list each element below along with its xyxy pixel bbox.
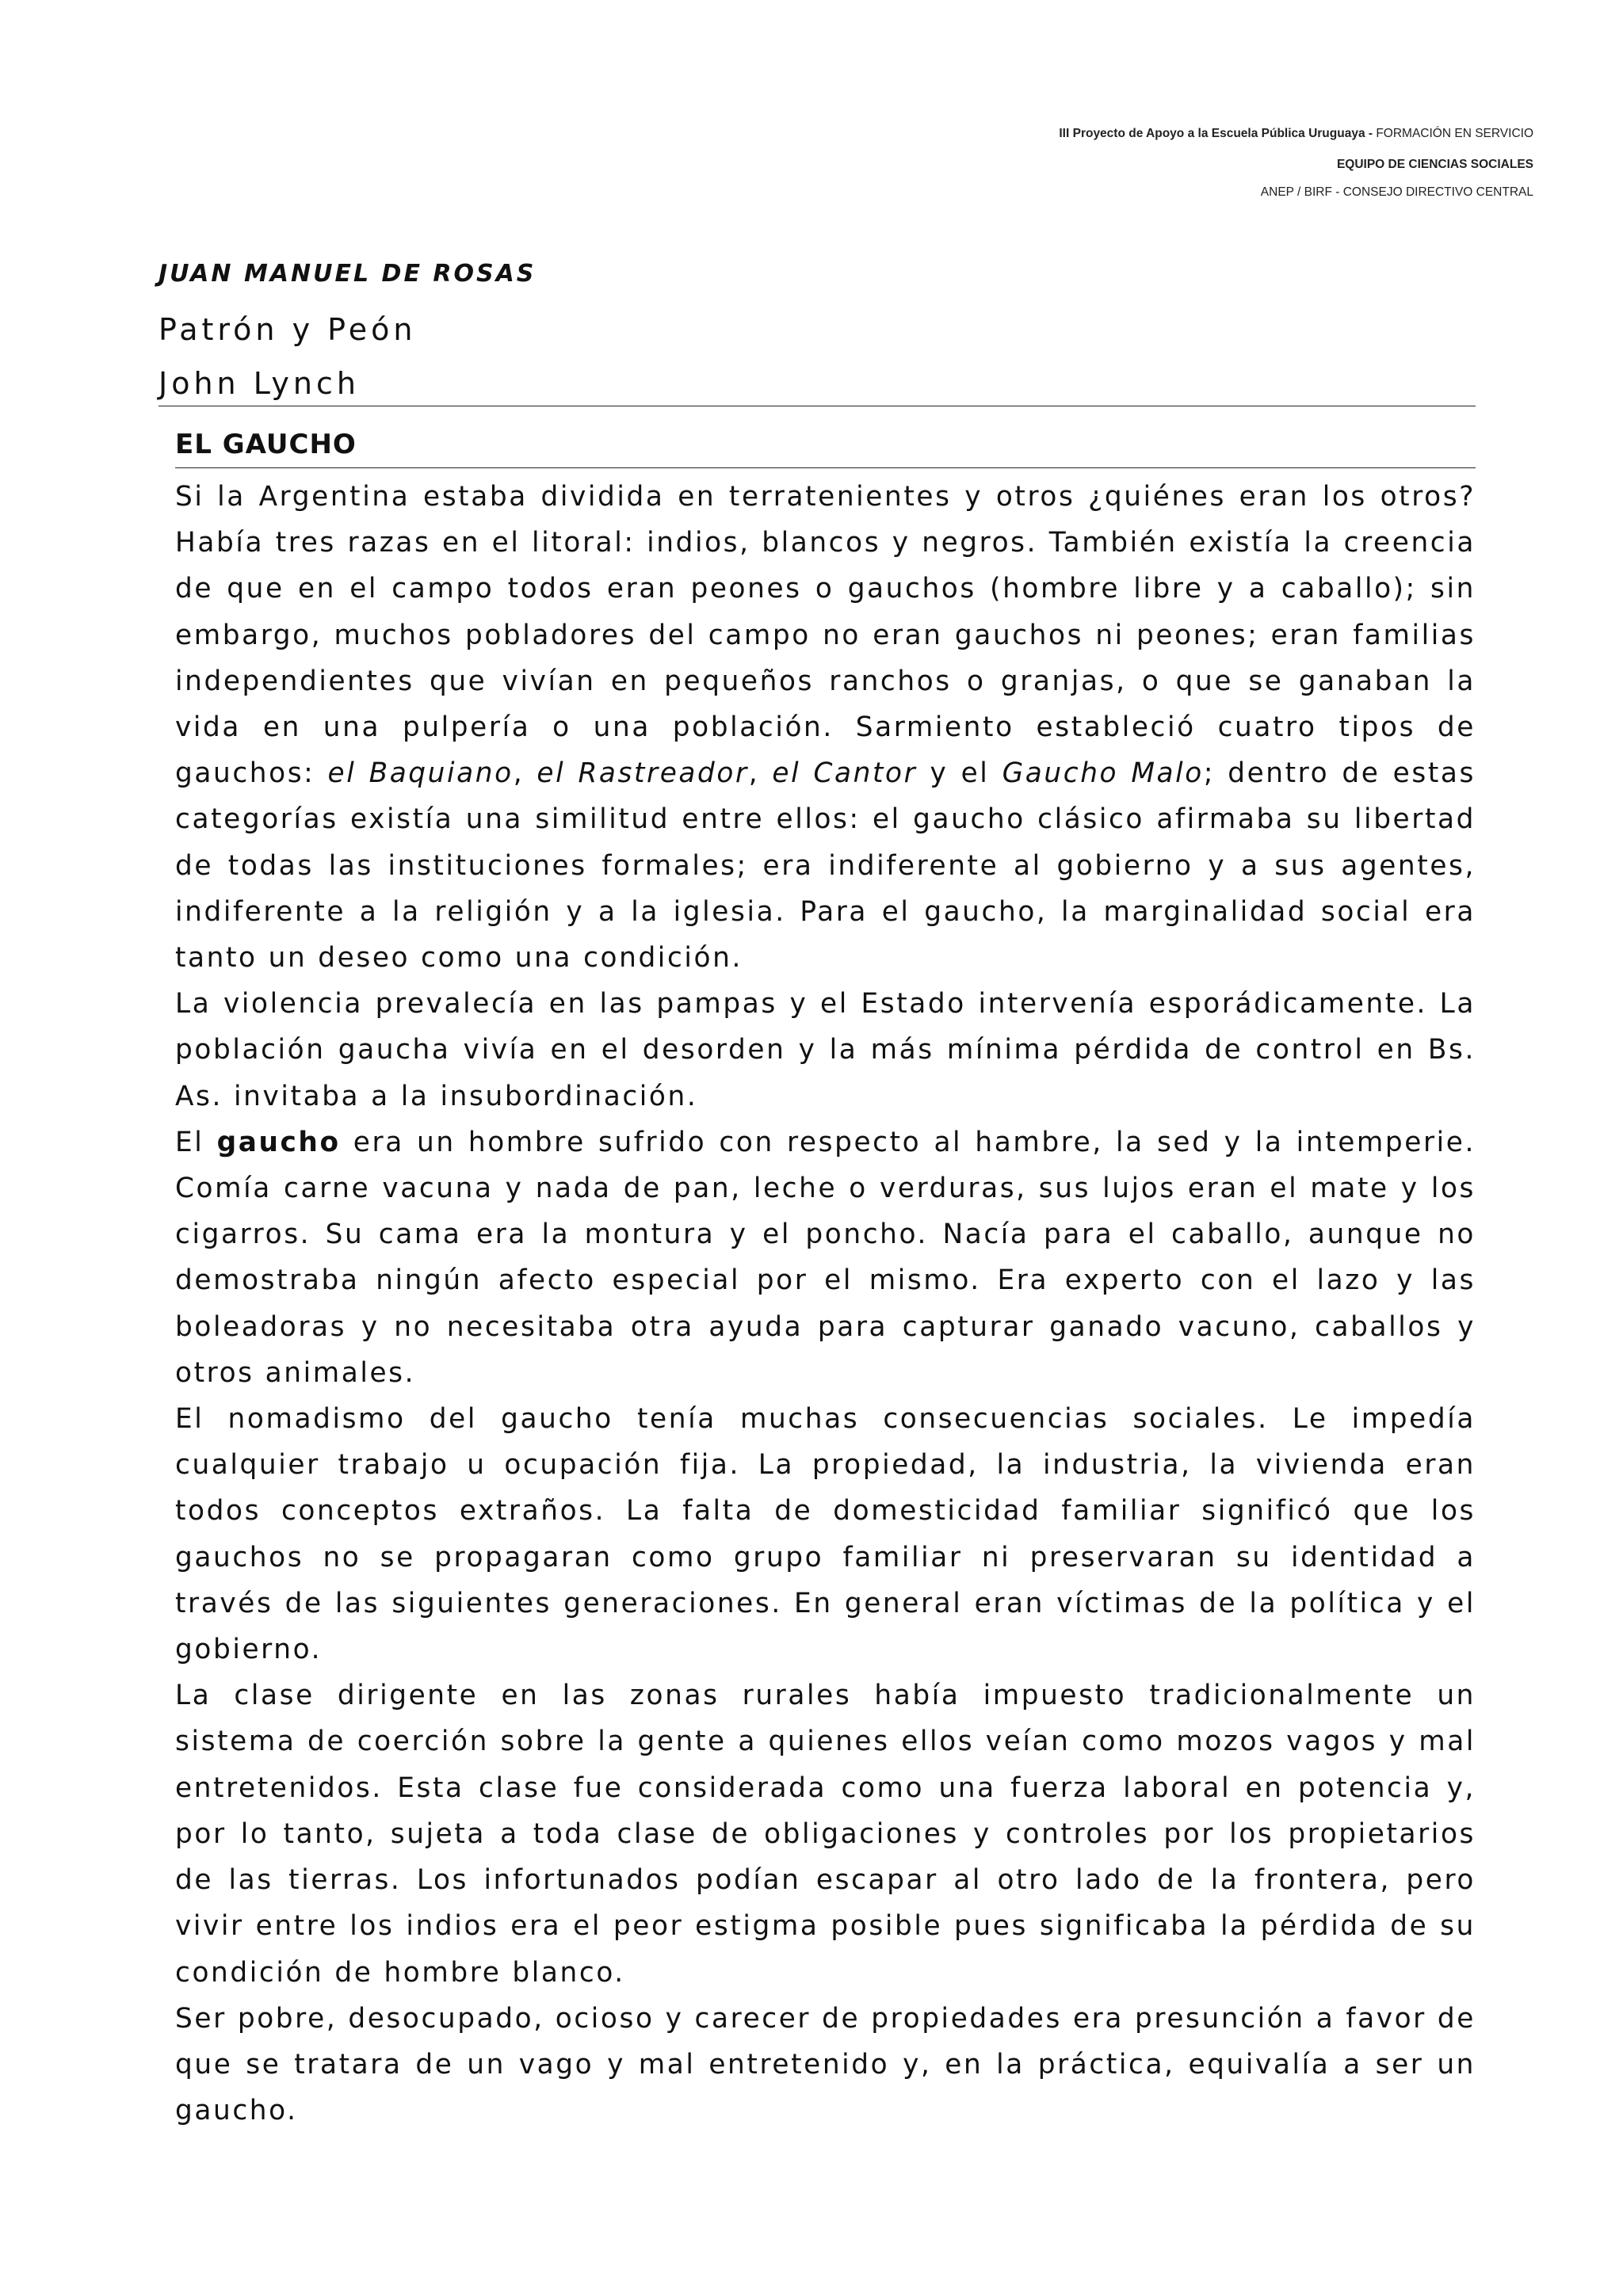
paragraph-3-text-a: El [175, 1126, 217, 1158]
paragraph-2: La violencia prevalecía en las pampas y el Estado intervenía esporádicamente. La población gaucha vivía en el desorden y la más mínima pérdida de control en Bs. As. invitaba a la insubordinación. [175, 988, 1476, 1112]
gaucho-type-baquiano: el Baquiano [327, 757, 514, 790]
paragraph-1-sep-1: , [513, 757, 537, 790]
paragraph-3-bold-term: gaucho [216, 1126, 341, 1158]
letterhead-project-line [1059, 127, 1533, 143]
letterhead [1059, 127, 1533, 201]
work-title: Patrón y Peón [158, 312, 417, 347]
paragraph-1 [175, 474, 1476, 981]
paragraph-5: La clase dirigente en las zonas rurales había impuesto tradicionalmente un sistema de coerción sobre la gente a quienes ellos veían como mozos vagos y mal entretenidos. Esta clase fue considerada como una fuerza laboral en potencia y, por lo tanto, sujeta a toda clase de obligaciones y controles por los propietarios de las tierras. Los infortunados podían escapar al otro lado de la frontera, pero vivir entre los indios era el peor estigma posible pues significaba la pérdida de su condición de hombre blanco. [175, 1680, 1476, 1989]
paragraph-6: Ser pobre, desocupado, ocioso y carecer de propiedades era presunción a favor de que se tratara de un vago y mal entretenido y, en la práctica, equivalía a ser un gaucho. [175, 2002, 1476, 2127]
paragraph-1-sep-3: y el [917, 757, 1002, 790]
paragraph-3 [175, 1119, 1476, 1396]
paragraph-4: El nomadismo del gaucho tenía muchas consecuencias sociales. Le impedía cualquier trabajo u ocupación fija. La propiedad, la industria, la vivienda eran todos conceptos extraños. La falta de domesticidad familiar significó que los gauchos no se propagaran como grupo familiar ni preservaran su identidad a través de las siguientes generaciones. En general eran víctimas de la política y el gobierno. [175, 1403, 1476, 1666]
section-divider [175, 467, 1476, 468]
author-name: John Lynch [158, 366, 360, 401]
gaucho-type-cantor: el Cantor [772, 757, 918, 790]
paragraph-3-text-b: era un hombre sufrido con respecto al hambre, la sed y la intemperie. Comía carne vacuna y nada de pan, leche o verduras, sus lujos eran el mate y los cigarros. Su cama era la montura y el poncho. Nacía para el caballo, aunque no demostraba ningún afecto especial por el mismo. Era experto con el lazo y las boleadoras y no necesitaba otra ayuda para capturar ganado vacuno, caballos y otros animales. [175, 1126, 1476, 1389]
letterhead-project-name: III Proyecto de Apoyo a la Escuela Pública Uruguaya - [1059, 127, 1377, 140]
document-title: JUAN MANUEL DE ROSAS [158, 260, 537, 288]
paragraph-1-text-b: ; dentro de estas categorías existía una similitud entre ellos: el gaucho clásico afirmaba su libertad de todas las instituciones formales; era indiferente al gobierno y a sus agentes, indiferente a la religión y a la iglesia. Para el gaucho, la marginalidad social era tanto un deseo como una condición. [175, 757, 1476, 974]
section-heading: EL GAUCHO [175, 429, 357, 460]
paragraph-1-text-a: Si la Argentina estaba dividida en terratenientes y otros ¿quiénes eran los otros? Había tres razas en el litoral: indios, blancos y negros. También existía la creencia de que en el campo todos eran peones o gauchos (hombre libre y a caballo); sin embargo, muchos pobladores del campo no eran gauchos ni peones; eran familias independientes que vivían en pequeños ranchos o granjas, o que se ganaban la vida en una pulpería o una población. Sarmiento estableció cuatro tipos de gauchos: [175, 481, 1476, 790]
gaucho-type-rastreador: el Rastreador [537, 757, 749, 790]
article-body [175, 474, 1476, 2134]
gaucho-type-malo: Gaucho Malo [1002, 757, 1204, 790]
letterhead-program: FORMACIÓN EN SERVICIO [1376, 127, 1533, 140]
letterhead-team: EQUIPO DE CIENCIAS SOCIALES [1336, 158, 1533, 171]
paragraph-1-sep-2: , [748, 757, 773, 790]
letterhead-council: ANEP / BIRF - CONSEJO DIRECTIVO CENTRAL [1260, 185, 1533, 199]
